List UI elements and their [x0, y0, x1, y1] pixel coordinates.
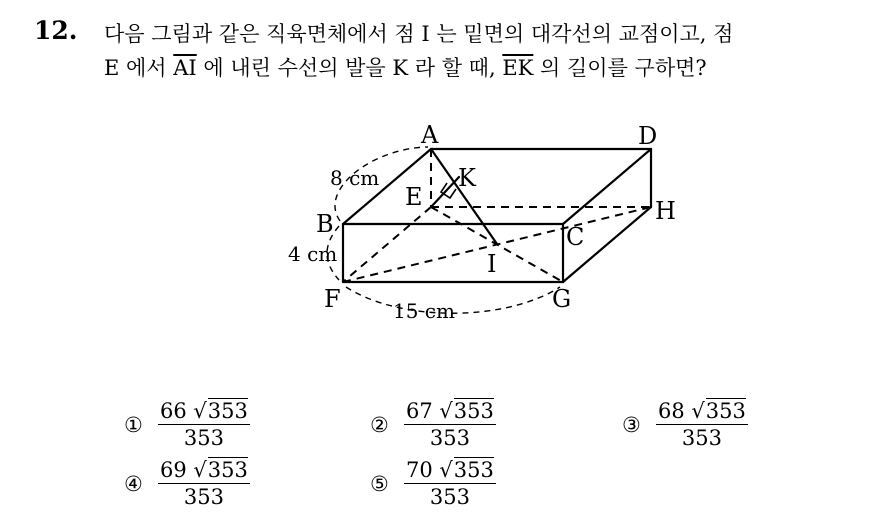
- choice-coefficient: 68: [658, 399, 685, 423]
- choice-radicand: 353: [705, 399, 746, 423]
- label-a: A: [421, 121, 439, 149]
- choice-coefficient: 67: [406, 399, 433, 423]
- choice-5[interactable]: [370, 458, 496, 509]
- choice-1[interactable]: [124, 399, 250, 450]
- choice-fraction: $\frac{68 √353}{353}$: [658, 399, 746, 450]
- choice-coefficient: 69: [160, 458, 187, 482]
- label-b: B: [316, 210, 334, 238]
- choice-denominator: 353: [183, 426, 224, 450]
- question-text-part: 에 내린 수선의 발을 K 라 할 때,: [196, 56, 503, 80]
- segment-ek: $\overline{EK}$: [502, 56, 534, 80]
- choice-marker: ①: [124, 412, 143, 437]
- dim-label-width: 15 cm: [393, 299, 455, 323]
- choice-denominator: 353: [429, 426, 470, 450]
- label-d: D: [638, 122, 658, 150]
- label-f: F: [324, 285, 341, 313]
- choice-4[interactable]: [124, 458, 250, 509]
- choice-radicand: 353: [207, 399, 248, 423]
- choice-denominator: 353: [681, 426, 722, 450]
- choice-marker: ②: [370, 412, 389, 437]
- choice-3[interactable]: [622, 399, 748, 450]
- dim-label-depth: 8 cm: [330, 166, 380, 190]
- label-e: E: [405, 183, 423, 211]
- choice-radicand: 353: [207, 458, 248, 482]
- question-number: 12.: [34, 16, 78, 45]
- dim-label-height: 4 cm: [288, 242, 338, 266]
- diag-eg-hidden: [431, 207, 563, 282]
- question-text-part: 의 길이를 구하면?: [533, 56, 707, 80]
- label-h: H: [655, 197, 676, 225]
- choice-marker: ③: [622, 412, 641, 437]
- label-k: K: [458, 164, 476, 192]
- edge-dc: [563, 149, 651, 224]
- choice-denominator: 353: [183, 485, 224, 509]
- choice-marker: ⑤: [370, 471, 389, 496]
- label-i: I: [487, 250, 497, 278]
- choice-fraction: $\frac{69 √353}{353}$: [160, 458, 248, 509]
- choice-fraction: $\frac{66 √353}{353}$: [160, 399, 248, 450]
- choice-fraction: $\frac{67 √353}{353}$: [406, 399, 494, 450]
- choice-denominator: 353: [429, 485, 470, 509]
- choice-2[interactable]: [370, 399, 496, 450]
- choice-fraction: $\frac{70 √353}{353}$: [406, 458, 494, 509]
- segment-ai: $\overline{AI}$: [173, 56, 197, 80]
- label-g: G: [552, 285, 572, 313]
- choice-marker: ④: [124, 471, 143, 496]
- label-c: C: [566, 223, 585, 251]
- choice-coefficient: 70: [406, 458, 433, 482]
- choice-radicand: 353: [453, 458, 494, 482]
- choice-coefficient: 66: [160, 399, 187, 423]
- question-text-line1: 다음 그림과 같은 직육면체에서 점 I 는 밑면의 대각선의 교점이고, 점: [104, 22, 734, 46]
- choice-radicand: 353: [453, 399, 494, 423]
- right-angle-mark: [441, 183, 456, 198]
- question-text-part: E 에서: [104, 56, 174, 80]
